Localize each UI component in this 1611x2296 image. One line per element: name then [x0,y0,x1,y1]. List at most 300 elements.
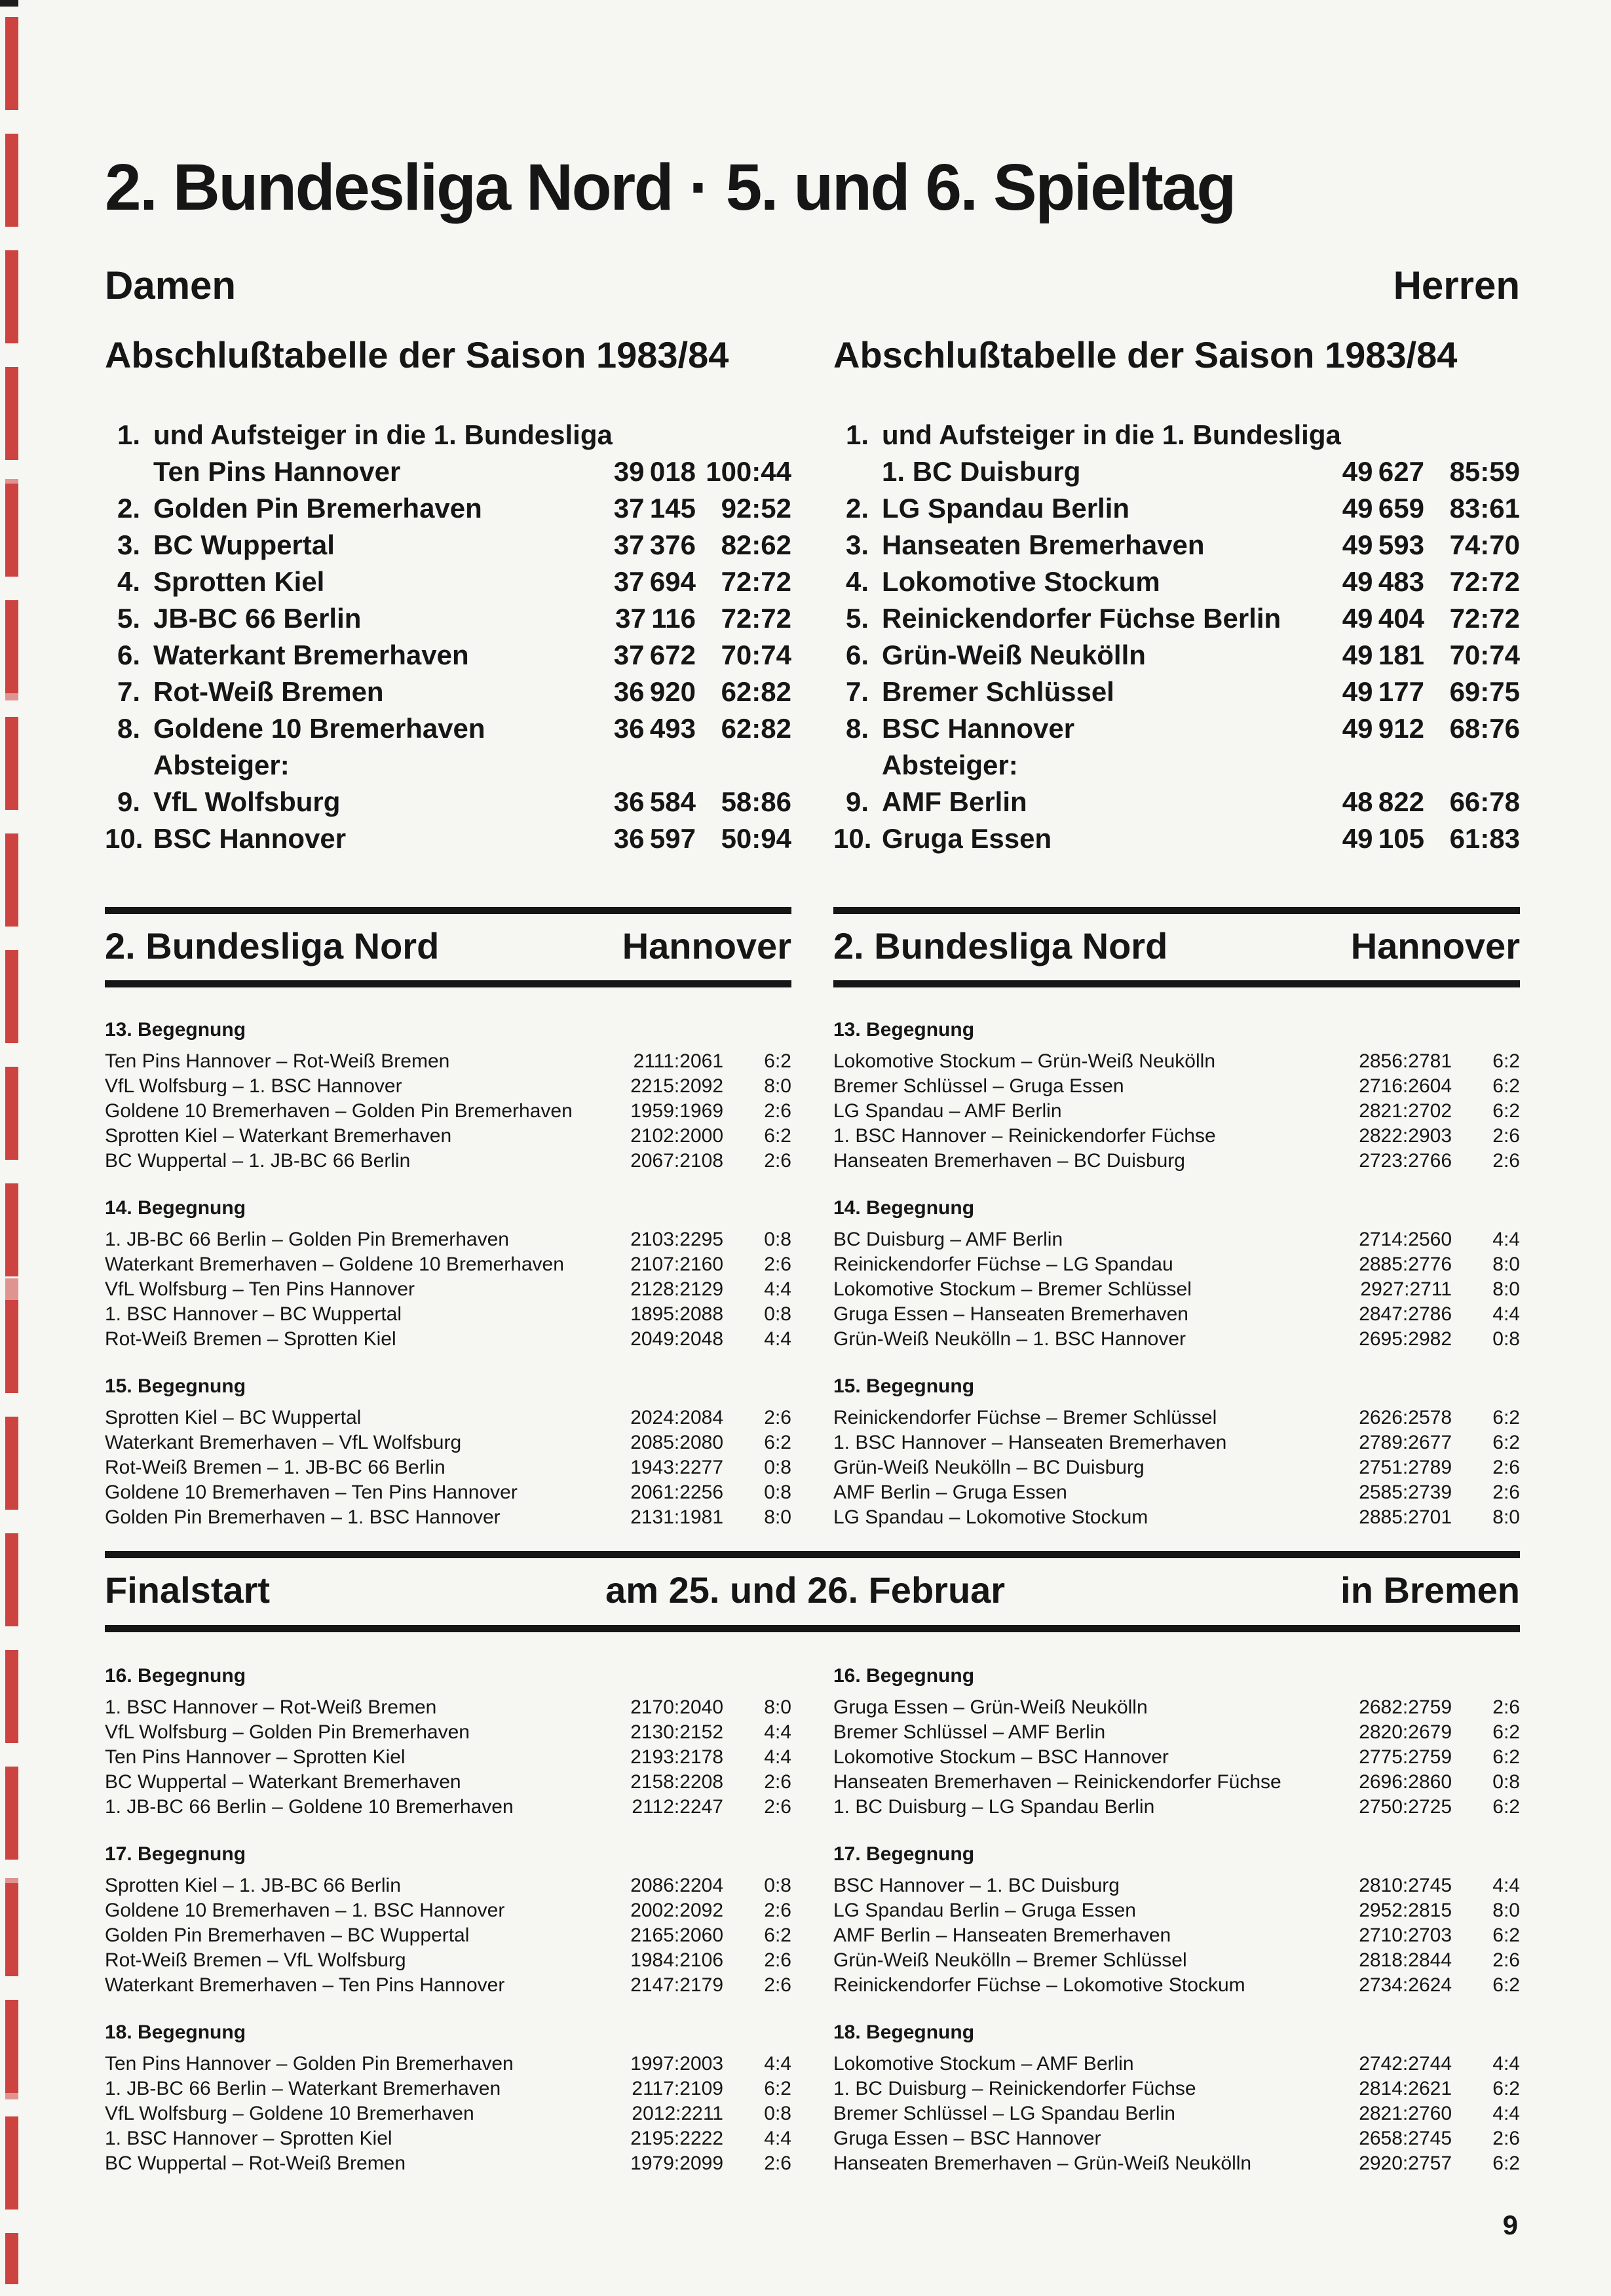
standings-row [833,453,1520,490]
team-name: VfL Wolfsburg [153,786,341,817]
rank-label: 8. [117,712,140,744]
standings-row [105,490,791,527]
promotion-note: und Aufsteiger in die 1. Bundesliga [882,419,1341,450]
red-margin-marks [5,17,18,2284]
team-name: Ten Pins Hannover [153,455,401,487]
match-row [105,1302,791,1327]
final-standings [105,417,1520,857]
total-pins: 49 659 [1342,492,1424,524]
points-result: 8:0 [764,1696,791,1718]
pins-result: 2086:2204 [630,1874,723,1896]
match-row [833,1406,1520,1430]
match-row [833,1505,1520,1530]
team-name: Gruga Essen [882,822,1052,854]
points-result: 0:8 [764,1874,791,1896]
points-result: 4:4 [1492,1229,1520,1251]
relegation-label: Absteiger: [153,749,290,780]
match-list [105,2052,791,2176]
points-result: 6:2 [1492,2152,1520,2174]
pins-result: 2789:2677 [1359,1432,1452,1454]
points-result: 2:6 [764,1795,791,1818]
pairing: Goldene 10 Bremerhaven – 1. BSC Hannover [105,1899,505,1921]
standings-row [833,820,1520,857]
points-result: 2:6 [764,1100,791,1122]
pins-result: 2112:2247 [632,1795,723,1818]
points-result: 2:6 [1492,1696,1520,1718]
team-name: AMF Berlin [882,786,1027,817]
match-points: 83:61 [1449,492,1520,524]
round-heading: 16. Begegnung [105,1664,246,1687]
match-row [833,1898,1520,1923]
match-points: 82:62 [721,529,791,560]
pairing: 1. BSC Hannover – Rot-Weiß Bremen [105,1696,437,1718]
league-title: 2. Bundesliga Nord [105,925,440,966]
pins-result: 2215:2092 [630,1075,723,1098]
pins-result: 1997:2003 [630,2052,723,2075]
points-result: 0:8 [764,1303,791,1326]
team-name: Hanseaten Bremerhaven [882,529,1205,560]
points-result: 6:2 [1492,2077,1520,2099]
match-row [833,1480,1520,1505]
team-name: Golden Pin Bremerhaven [153,492,482,524]
match-points: 100:44 [706,455,791,487]
points-result: 6:2 [1492,1050,1520,1073]
match-points: 69:75 [1449,676,1520,707]
pairing: Grün-Weiß Neukölln – Bremer Schlüssel [833,1949,1187,1971]
points-result: 8:0 [1492,1899,1520,1921]
pairing: Goldene 10 Bremerhaven – Golden Pin Bremerhaven [105,1100,573,1122]
match-row [105,1745,791,1770]
match-row [833,1795,1520,1820]
match-points: 70:74 [721,639,791,670]
pins-result: 2696:2860 [1359,1770,1452,1793]
team-name: Waterkant Bremerhaven [153,639,469,670]
points-result: 8:0 [1492,1506,1520,1529]
match-points: 70:74 [1449,639,1520,670]
pins-result: 2158:2208 [630,1770,723,1793]
points-result: 4:4 [1492,1874,1520,1896]
round-section [105,2020,791,2176]
team-name: JB-BC 66 Berlin [153,602,362,634]
pairing: Sprotten Kiel – 1. JB-BC 66 Berlin [105,1874,401,1896]
pairing: Hanseaten Bremerhaven – Reinickendorfer Füchse [833,1770,1281,1793]
round-heading: 17. Begegnung [105,1843,246,1865]
rank-label [105,747,153,784]
match-row [833,2101,1520,2126]
results-herren-13-15 [833,1018,1520,1530]
match-row [105,1049,791,1074]
pins-result: 2085:2080 [630,1432,723,1454]
pins-result: 2107:2160 [630,1253,723,1276]
team-name: Bremer Schlüssel [882,676,1114,707]
match-row [833,1099,1520,1124]
match-row [105,2126,791,2151]
pins-result: 2130:2152 [630,1721,723,1743]
points-result: 6:2 [1492,1974,1520,1996]
team-name: LG Spandau Berlin [882,492,1130,524]
standings-row [105,453,791,490]
match-row [105,2151,791,2176]
pins-result: 2103:2295 [630,1229,723,1251]
rank-label: 8. [845,712,869,744]
match-points: 50:94 [721,822,791,854]
standings-row [833,674,1520,710]
page-number: 9 [1502,2210,1518,2240]
match-row [105,1124,791,1149]
match-points: 72:72 [1449,602,1520,634]
match-row [105,1227,791,1252]
round-heading: 18. Begegnung [105,2021,246,2043]
total-pins: 37 145 [613,492,696,524]
match-row [833,1327,1520,1352]
match-row [833,1074,1520,1099]
match-points: 85:59 [1449,455,1520,487]
pins-result: 2626:2578 [1359,1407,1452,1429]
total-pins: 39 018 [613,455,696,487]
round-section [105,1374,791,1530]
rank-label: 6. [117,639,140,670]
rank-label: 2. [117,492,140,524]
promotion-note: und Aufsteiger in die 1. Bundesliga [153,419,613,450]
match-row [105,1149,791,1174]
pairing: Sprotten Kiel – Waterkant Bremerhaven [105,1125,452,1147]
pairing: 1. BSC Hannover – BC Wuppertal [105,1303,402,1326]
relegation-label: Absteiger: [882,749,1018,780]
pairing: Grün-Weiß Neukölln – 1. BSC Hannover [833,1328,1186,1350]
standings-rows-top [105,453,791,747]
points-result: 2:6 [764,1253,791,1276]
match-list [833,1406,1520,1530]
page-title: 2. Bundesliga Nord · 5. und 6. Spieltag [105,151,1235,224]
pairing: LG Spandau – Lokomotive Stockum [833,1506,1148,1529]
points-result: 0:8 [764,2102,791,2124]
results-herren-16-18 [833,1664,1520,2176]
match-row [833,1973,1520,1998]
match-row [105,1430,791,1455]
match-row [105,1873,791,1898]
points-result: 6:2 [764,1050,791,1073]
points-result: 2:6 [764,1770,791,1793]
standings-row [833,710,1520,747]
match-row [833,1745,1520,1770]
promotion-note-row [833,417,1520,453]
match-row [833,2076,1520,2101]
round-heading: 13. Begegnung [833,1019,975,1041]
match-row [833,1695,1520,1720]
results-rounds-16-18 [105,1664,1520,2176]
pairing: Golden Pin Bremerhaven – 1. BSC Hannover [105,1506,501,1529]
pins-result: 2821:2702 [1359,1100,1452,1122]
rank-label: 10. [105,822,143,854]
round-heading: 16. Begegnung [833,1664,975,1687]
rank-label: 9. [117,786,140,817]
match-list [105,1406,791,1530]
pairing: Golden Pin Bremerhaven – BC Wuppertal [105,1924,470,1946]
rank-label [105,453,153,490]
total-pins: 36 493 [613,712,696,744]
match-row [833,1149,1520,1174]
points-result: 2:6 [764,1407,791,1429]
match-row [833,1770,1520,1795]
pairing: Rot-Weiß Bremen – Sprotten Kiel [105,1328,396,1350]
pins-result: 2716:2604 [1359,1075,1452,1098]
points-result: 4:4 [1492,2052,1520,2075]
results-rounds-13-15 [105,1018,1520,1530]
standings-rows-top [833,453,1520,747]
match-row [105,1327,791,1352]
match-row [833,2126,1520,2151]
standings-row [833,784,1520,820]
round-section [833,1374,1520,1530]
relegation-label-row [105,747,791,784]
points-result: 6:2 [1492,1721,1520,1743]
pairing: Bremer Schlüssel – AMF Berlin [833,1721,1106,1743]
pins-result: 2117:2109 [632,2077,723,2099]
standings-row [105,674,791,710]
pins-result: 2818:2844 [1359,1949,1452,1971]
pairing: AMF Berlin – Gruga Essen [833,1482,1067,1504]
pairing: Waterkant Bremerhaven – Ten Pins Hannover [105,1974,505,1996]
match-points: 62:82 [721,676,791,707]
total-pins: 49 593 [1342,529,1424,560]
herren-heading: Herren [1393,263,1520,307]
total-pins: 49 404 [1342,602,1424,634]
relegation-label-row [833,747,1520,784]
match-points: 72:72 [721,565,791,597]
round-section [105,1018,791,1174]
match-points: 72:72 [1449,565,1520,597]
match-row [105,1455,791,1480]
match-list [833,2052,1520,2176]
pins-result: 2775:2759 [1359,1746,1452,1768]
team-name: BSC Hannover [882,712,1075,744]
standings-table-herren [833,417,1520,857]
round-section [833,1196,1520,1352]
league-band [105,907,1520,988]
pairing: VfL Wolfsburg – Goldene 10 Bremerhaven [105,2102,474,2124]
pairing: 1. BSC Hannover – Reinickendorfer Füchse [833,1125,1216,1147]
pairing: Ten Pins Hannover – Golden Pin Bremerhaven [105,2052,514,2075]
pairing: 1. BC Duisburg – Reinickendorfer Füchse [833,2077,1196,2099]
total-pins: 49 105 [1342,822,1424,854]
match-points: 72:72 [721,602,791,634]
pins-result: 2012:2211 [632,2102,723,2124]
rank-label [833,453,882,490]
points-result: 4:4 [764,1328,791,1350]
match-row [105,2076,791,2101]
standings-rows-bottom [833,784,1520,857]
pins-result: 2131:1981 [630,1506,723,1529]
match-row [833,1124,1520,1149]
match-row [105,1406,791,1430]
results-damen-16-18 [105,1664,791,2176]
points-result: 6:2 [764,1125,791,1147]
pins-result: 2814:2621 [1359,2077,1452,2099]
pairing: Ten Pins Hannover – Sprotten Kiel [105,1746,406,1768]
pins-result: 2742:2744 [1359,2052,1452,2075]
points-result: 0:8 [764,1229,791,1251]
pairing: Bremer Schlüssel – LG Spandau Berlin [833,2102,1175,2124]
match-points: 74:70 [1449,529,1520,560]
herren-subtitle: Abschlußtabelle der Saison 1983/84 [833,334,1458,375]
match-list [105,1049,791,1174]
points-result: 6:2 [764,1924,791,1946]
rank-label [833,747,882,784]
pins-result: 2102:2000 [630,1125,723,1147]
pins-result: 2750:2725 [1359,1795,1452,1818]
points-result: 6:2 [1492,1407,1520,1429]
standings-row [833,490,1520,527]
pins-result: 2002:2092 [630,1899,723,1921]
pairing: BC Duisburg – AMF Berlin [833,1229,1063,1251]
pins-result: 2658:2745 [1359,2127,1452,2149]
match-row [105,1973,791,1998]
round-section [833,1842,1520,1998]
match-points: 68:76 [1449,712,1520,744]
pins-result: 2810:2745 [1359,1874,1452,1896]
match-row [833,1277,1520,1302]
pins-result: 2067:2108 [630,1150,723,1172]
pairing: 1. JB-BC 66 Berlin – Goldene 10 Bremerhaven [105,1795,514,1818]
match-row [833,1227,1520,1252]
standings-row [105,710,791,747]
pairing: Reinickendorfer Füchse – LG Spandau [833,1253,1173,1276]
pairing: 1. JB-BC 66 Berlin – Golden Pin Bremerhaven [105,1229,509,1251]
pairing: Rot-Weiß Bremen – VfL Wolfsburg [105,1949,406,1971]
pairing: Rot-Weiß Bremen – 1. JB-BC 66 Berlin [105,1457,445,1479]
promotion-note-row [105,417,791,453]
total-pins: 36 584 [613,786,696,817]
total-pins: 49 483 [1342,565,1424,597]
standings-row [105,820,791,857]
pins-result: 2049:2048 [630,1328,723,1350]
match-row [105,1505,791,1530]
match-row [833,1455,1520,1480]
points-result: 6:2 [764,2077,791,2099]
pins-result: 2821:2760 [1359,2102,1452,2124]
points-result: 2:6 [1492,1949,1520,1971]
pins-result: 2193:2178 [630,1746,723,1768]
points-result: 8:0 [764,1075,791,1098]
pins-result: 2695:2982 [1359,1328,1452,1350]
pairing: Waterkant Bremerhaven – VfL Wolfsburg [105,1432,462,1454]
final-band-left: Finalstart [105,1569,271,1611]
rank-label: 5. [845,602,869,634]
match-row [833,2151,1520,2176]
pairing: 1. BC Duisburg – LG Spandau Berlin [833,1795,1155,1818]
match-points: 58:86 [721,786,791,817]
pins-result: 2195:2222 [630,2127,723,2149]
round-heading: 13. Begegnung [105,1019,246,1041]
pins-result: 1895:2088 [630,1303,723,1326]
team-name: Goldene 10 Bremerhaven [153,712,485,744]
pairing: Lokomotive Stockum – BSC Hannover [833,1746,1169,1768]
points-result: 0:8 [1492,1328,1520,1350]
match-list [833,1873,1520,1998]
pairing: Gruga Essen – Hanseaten Bremerhaven [833,1303,1188,1326]
damen-heading: Damen [105,263,237,307]
pairing: Waterkant Bremerhaven – Goldene 10 Bremerhaven [105,1253,564,1276]
pairing: Hanseaten Bremerhaven – Grün-Weiß Neukölln [833,2152,1252,2174]
match-row [105,1795,791,1820]
league-band-herren [833,907,1520,988]
pairing: VfL Wolfsburg – 1. BSC Hannover [105,1075,402,1098]
pairing: VfL Wolfsburg – Ten Pins Hannover [105,1278,415,1301]
pairing: Lokomotive Stockum – Bremer Schlüssel [833,1278,1192,1301]
round-heading: 18. Begegnung [833,2021,975,2043]
team-name: Grün-Weiß Neukölln [882,639,1146,670]
total-pins: 48 822 [1342,786,1424,817]
match-row [105,1695,791,1720]
pins-result: 2885:2701 [1359,1506,1452,1529]
points-result: 6:2 [1492,1432,1520,1454]
round-section [833,1018,1520,1174]
season-subtitles [105,335,1520,376]
points-result: 6:2 [1492,1075,1520,1098]
rank-label: 1. [117,419,140,450]
standings-row [833,600,1520,637]
team-name: Rot-Weiß Bremen [153,676,384,707]
round-heading: 15. Begegnung [105,1375,246,1398]
points-result: 4:4 [764,1746,791,1768]
total-pins: 36 597 [613,822,696,854]
total-pins: 37 672 [613,639,696,670]
points-result: 2:6 [1492,1150,1520,1172]
match-row [833,1252,1520,1277]
total-pins: 49 181 [1342,639,1424,670]
round-section [833,1664,1520,1820]
standings-row [105,527,791,564]
standings-row [105,600,791,637]
points-result: 8:0 [764,1506,791,1529]
pairing: BC Wuppertal – 1. JB-BC 66 Berlin [105,1150,411,1172]
pairing: Bremer Schlüssel – Gruga Essen [833,1075,1124,1098]
standings-row [833,637,1520,674]
match-row [833,1923,1520,1948]
pins-result: 2856:2781 [1359,1050,1452,1073]
standings-row [105,784,791,820]
total-pins: 49 177 [1342,676,1424,707]
points-result: 2:6 [764,1899,791,1921]
points-result: 8:0 [1492,1278,1520,1301]
match-row [833,1948,1520,1973]
points-result: 2:6 [764,2152,791,2174]
pins-result: 2952:2815 [1359,1899,1452,1921]
round-section [105,1664,791,1820]
points-result: 6:2 [1492,1795,1520,1818]
match-row [105,1074,791,1099]
pins-result: 2147:2179 [630,1974,723,1996]
match-row [833,1720,1520,1745]
pairing: 1. BSC Hannover – Sprotten Kiel [105,2127,392,2149]
rank-label: 3. [845,529,869,560]
match-row [105,1770,791,1795]
pins-result: 2734:2624 [1359,1974,1452,1996]
match-list [833,1695,1520,1820]
points-result: 2:6 [1492,1125,1520,1147]
standings-row [833,527,1520,564]
total-pins: 36 920 [613,676,696,707]
points-result: 2:6 [1492,1457,1520,1479]
team-name: 1. BC Duisburg [882,455,1081,487]
rank-label: 7. [845,676,869,707]
pins-result: 2682:2759 [1359,1696,1452,1718]
match-row [833,1873,1520,1898]
match-list [833,1227,1520,1352]
pairing: 1. BSC Hannover – Hanseaten Bremerhaven [833,1432,1227,1454]
rank-label: 1. [845,419,869,450]
match-row [105,1099,791,1124]
